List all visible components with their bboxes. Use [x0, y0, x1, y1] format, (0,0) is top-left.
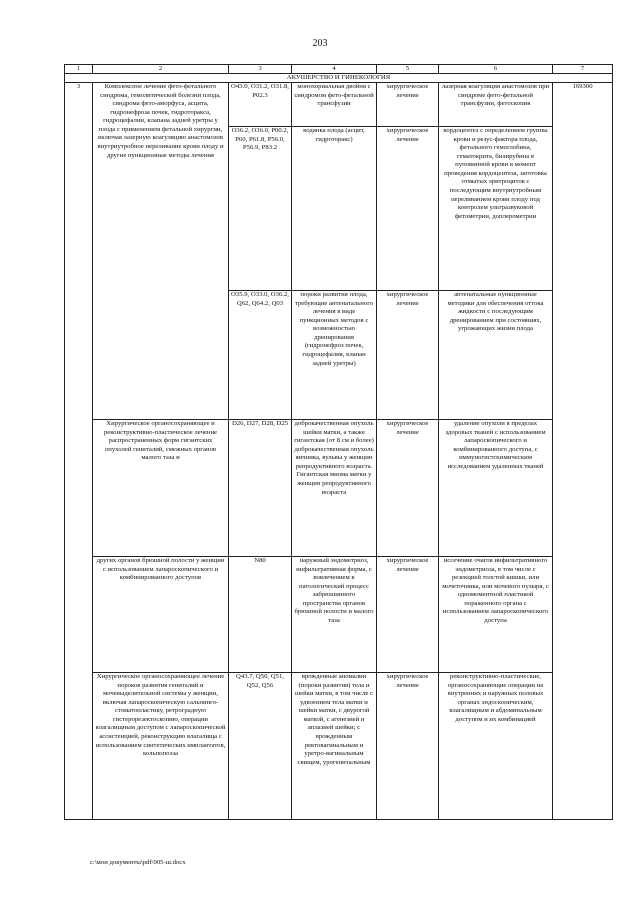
table-row [65, 83, 613, 127]
table-row [65, 420, 613, 557]
diagnosis-codes: O36.2, O36.0, P00.2, P60, P61.8, P56.0, P56.9, P83.2 [229, 127, 292, 291]
diagnosis-codes: O35.9, O33.0, O36.2, Q62, Q64.2, Q03 [229, 291, 292, 420]
column-header: 1 [65, 65, 93, 74]
treatment-method: иссечение очагов инфильтративного эндометриоза, в том числе с резекцией толстой кишки, или мочеточника, или мочевого пузыря, с одномоментной пластикой пораженного органа с использованием лапароскопического доступа [439, 557, 553, 673]
diagnosis-codes: N80 [229, 557, 292, 673]
column-header: 2 [93, 65, 229, 74]
treatment-method: кордоцентез с определением группы крови и резус-фактора плода, фетального гемоглобина, гематокрита, билирубина в пуповинной крови в момент проведения кордоцентеза, заготовка отмытых эритроцитов с последующим внутриутробным переливанием крови плоду под контролем ультразвуковой фетометрии, доплерометрии [439, 127, 553, 291]
treatment-type: хирургическое лечение [377, 83, 439, 127]
treatment-type: хирургическое лечение [377, 127, 439, 291]
section-title: АКУШЕРСТВО И ГИНЕКОЛОГИЯ [65, 74, 613, 83]
patient-model: доброкачественная опухоль шейки матки, а также гигантская (от 8 см и более) доброкачественная опухоль яичника, вульвы у женщин репродуктивного возраста. Гигантская миома матки у женщин репродуктивного возраста [292, 420, 377, 557]
diagnosis-codes: O43.0, O31.2, O31.8, P02.3 [229, 83, 292, 127]
treatment-name: Хирургическое органосохраняющее лечение пороков развития гениталий и мочевыделительной системы у женщин, включая лапароскопическую сальпинго-стоматопластику, ретроградную гистерорезектоскопию, операции влагалищным доступом с лапароскопической ассистенцией, реконструкцию влагалища с использованием синтетических имплантатов, кольпопоэза [93, 673, 229, 820]
treatment-name: Хирургическое органосохраняющее и реконструктивно-пластическое лечение распространенных форм гигантских опухолей гениталий, смежных органов малого таза и [93, 420, 229, 557]
treatment-type: хирургическое лечение [377, 420, 439, 557]
table-row [65, 557, 613, 673]
treatment-type: хирургическое лечение [377, 291, 439, 420]
services-table [64, 64, 613, 820]
treatment-method: реконструктивно-пластические, органосохраняющие операции на внутренних и наружных половых органах эндоскопическим, влагалищным и абдоминальным доступом и их комбинацией [439, 673, 553, 820]
column-header: 5 [377, 65, 439, 74]
patient-model: водянка плода (асцит, гидроторакс) [292, 127, 377, 291]
diagnosis-codes: D26, D27, D28, D25 [229, 420, 292, 557]
treatment-method: антенатальные пункционные методики для обеспечения оттока жидкости с последующим дренированием при состояниях, угрожающих жизни плода [439, 291, 553, 420]
table-row [65, 673, 613, 820]
patient-model: пороки развития плода, требующие антенатального лечения в виде пункционных методов с возможностью дренирования (гидронефроз почек, гидроцефалия, клапан задней уретры) [292, 291, 377, 420]
column-header: 3 [229, 65, 292, 74]
treatment-name: других органов брюшной полости у женщин с использованием лапароскопического и комбинированного доступов [93, 557, 229, 673]
patient-model: монохориальная двойня с синдромом фето-фетальной трансфузии [292, 83, 377, 127]
patient-model: врожденные аномалии (пороки развития) тела и шейки матки, в том числе с удвоением тела матки и шейки матки, с двурогой маткой, с агенезией и аплазией шейки; с врожденным ректовагинальным и уретро-вагинальным свищем, урогенитальным [292, 673, 377, 820]
treatment-type: хирургическое лечение [377, 673, 439, 820]
column-header: 7 [553, 65, 613, 74]
diagnosis-codes: Q43.7, Q50, Q51, Q52, Q56 [229, 673, 292, 820]
treatment-method: лазерная коагуляция анастомозов при синдроме фето-фетальной трансфузии, фетоскопия [439, 83, 553, 127]
treatment-method: удаление опухоли в пределах здоровых тканей с использованием лапароскопического и комбинированного доступа, с иммуногистохимическим исследованием удаленных тканей [439, 420, 553, 557]
treatment-type: хирургическое лечение [377, 557, 439, 673]
patient-model: наружный эндометриоз, инфильтративная форма, с вовлечением в патологический процесс забрюшинного пространства органов брюшной полости и малого таза [292, 557, 377, 673]
price: 169300 [553, 83, 613, 820]
section-row [65, 74, 613, 83]
column-header: 4 [292, 65, 377, 74]
page-number: 203 [312, 38, 328, 49]
group-number: 3 [65, 83, 93, 820]
treatment-name: Комплексное лечение фето-фетального синдрома, гемолитической болезни плода, синдрома фето-аморфуса, асцита, гидронефроза почек, гидроторакса, гидроцефалии, клапана задней уретры у плода с применением фетальной хирургии, включая лазерную коагуляцию анастомозов внутриутробное переливание крови плоду и другие пункционные методы лечения [93, 83, 229, 420]
column-number-row [65, 65, 613, 74]
column-header: 6 [439, 65, 553, 74]
footer-file-path: c:\мои документы\pdf\905-ш.docx [90, 859, 186, 866]
